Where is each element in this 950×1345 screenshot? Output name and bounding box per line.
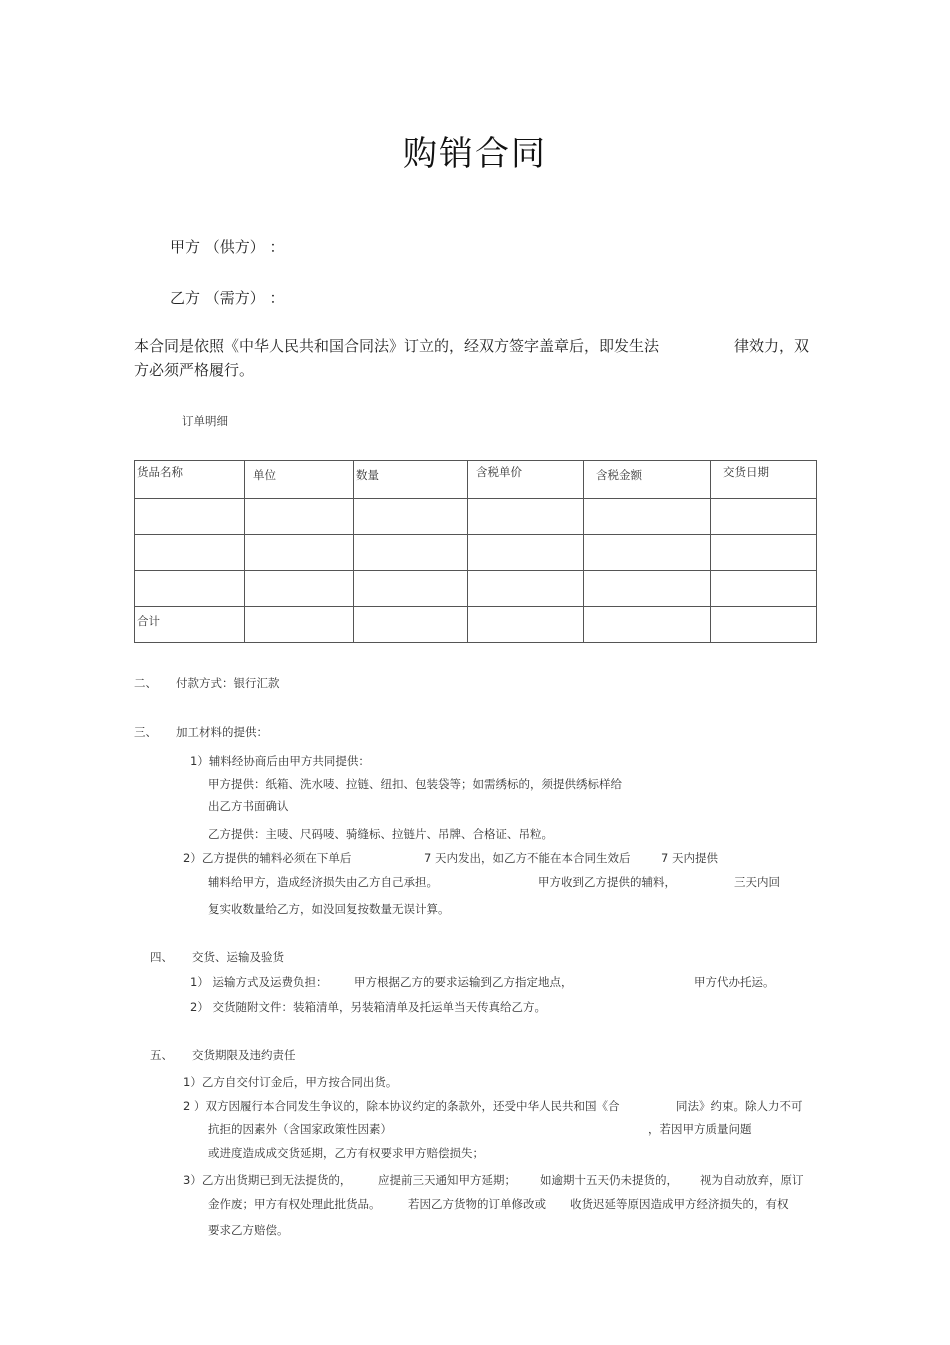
section-5-title: 交货期限及违约责任 [192, 1048, 296, 1062]
order-detail-title: 订单明细 [182, 414, 228, 428]
section-5-item-1: 1）乙方自交付订金后，甲方按合同出货。 [183, 1075, 398, 1089]
header-cell: 单位 [245, 461, 354, 499]
section-3-item-2-line-3: 复实收数量给乙方，如没回复按数量无误计算。 [208, 902, 450, 916]
intro-line-2: 方必须严格履行。 [134, 361, 255, 379]
section-3-item-1b: 乙方提供：主唛、尺码唛、骑缝标、拉链片、吊牌、合格证、吊粒。 [208, 827, 553, 841]
header-cell: 含税单价 [468, 461, 584, 499]
section-3-number: 三、 [134, 725, 157, 739]
section-4-item-1a: 1） 运输方式及运费负担： [190, 975, 328, 989]
section-5-item-3a: 3）乙方出货期已到无法提货的， [183, 1173, 352, 1187]
section-5-item-2a: 2 ）双方因履行本合同发生争议的，除本协议约定的条款外，还受中华人民共和国《合 [183, 1099, 620, 1113]
section-5-item-2-line-3: 或进度造成成交货延期，乙方有权要求甲方赔偿损失； [208, 1146, 484, 1160]
section-4-item-2: 2） 交货随附文件：装箱清单，另装箱清单及托运单当天传真给乙方。 [190, 1000, 546, 1014]
section-5-item-2-line-2a: 抗拒的因素外（含国家政策性因素） [208, 1122, 392, 1136]
table-row [135, 571, 817, 607]
section-5-item-3-line-3: 要求乙方赔偿。 [208, 1223, 289, 1237]
section-4-number: 四、 [150, 950, 173, 964]
order-table [134, 460, 817, 643]
intro-line-1a: 本合同是依照《中华人民共和国合同法》订立的，经双方签字盖章后，即发生法 [134, 337, 660, 355]
section-5-item-3-line-2c: 收货迟延等原因造成甲方经济损失的，有权 [570, 1197, 789, 1211]
section-5-item-3d: 视为自动放弃，原订 [700, 1173, 804, 1187]
section-2-number: 二、 [134, 676, 157, 690]
table-header-row [135, 461, 817, 499]
section-3-item-2-line-2c: 三天内回 [734, 875, 780, 889]
section-3-item-1a-line-2: 出乙方书面确认 [208, 799, 289, 813]
section-4-item-1c: 甲方代办托运。 [694, 975, 775, 989]
section-3-title: 加工材料的提供： [176, 725, 268, 739]
section-3-item-2b: 7 天内发出，如乙方不能在本合同生效后 [424, 851, 631, 865]
party-b-label: 乙方 （需方） ： [170, 289, 285, 307]
header-cell: 交货日期 [711, 461, 817, 499]
header-cell: 含税金额 [584, 461, 711, 499]
contract-title: 购销合同 [403, 134, 547, 174]
section-5-item-3-line-2b: 若因乙方货物的订单修改或 [408, 1197, 546, 1211]
section-5-item-2-line-2b: ，若因甲方质量问题 [648, 1122, 752, 1136]
section-5-number: 五、 [150, 1048, 173, 1062]
section-3-item-2-line-2b: 甲方收到乙方提供的辅料， [538, 875, 676, 889]
section-4-title: 交货、运输及验货 [192, 950, 284, 964]
section-3-item-2c: 7 天内提供 [661, 851, 718, 865]
section-5-item-3c: 如逾期十五天仍未提货的， [540, 1173, 678, 1187]
section-5-item-3-line-2a: 金作废；甲方有权处理此批货品。 [208, 1197, 381, 1211]
section-3-item-1: 1）辅料经协商后由甲方共同提供： [190, 754, 370, 768]
header-cell: 数量 [354, 461, 468, 499]
party-a-label: 甲方 （供方） ： [170, 238, 285, 256]
section-3-item-2a: 2）乙方提供的辅料必须在下单后 [183, 851, 352, 865]
total-label-cell: 合计 [135, 607, 245, 643]
section-5-item-3b: 应提前三天通知甲方延期； [378, 1173, 516, 1187]
section-3-item-1a-line-1: 甲方提供：纸箱、洗水唛、拉链、纽扣、包装袋等；如需绣标的，须提供绣标样给 [208, 777, 622, 791]
table-total-row [135, 607, 817, 643]
section-4-item-1b: 甲方根据乙方的要求运输到乙方指定地点， [354, 975, 573, 989]
header-cell: 货品名称 [135, 461, 245, 499]
section-5-item-2b: 同法》约束。除人力不可 [676, 1099, 803, 1113]
section-3-item-2-line-2a: 辅料给甲方，造成经济损失由乙方自己承担。 [208, 875, 438, 889]
table-row [135, 499, 817, 535]
intro-line-1b: 律效力，双 [734, 337, 810, 355]
section-2-text: 付款方式：银行汇款 [176, 676, 280, 690]
table-row [135, 535, 817, 571]
